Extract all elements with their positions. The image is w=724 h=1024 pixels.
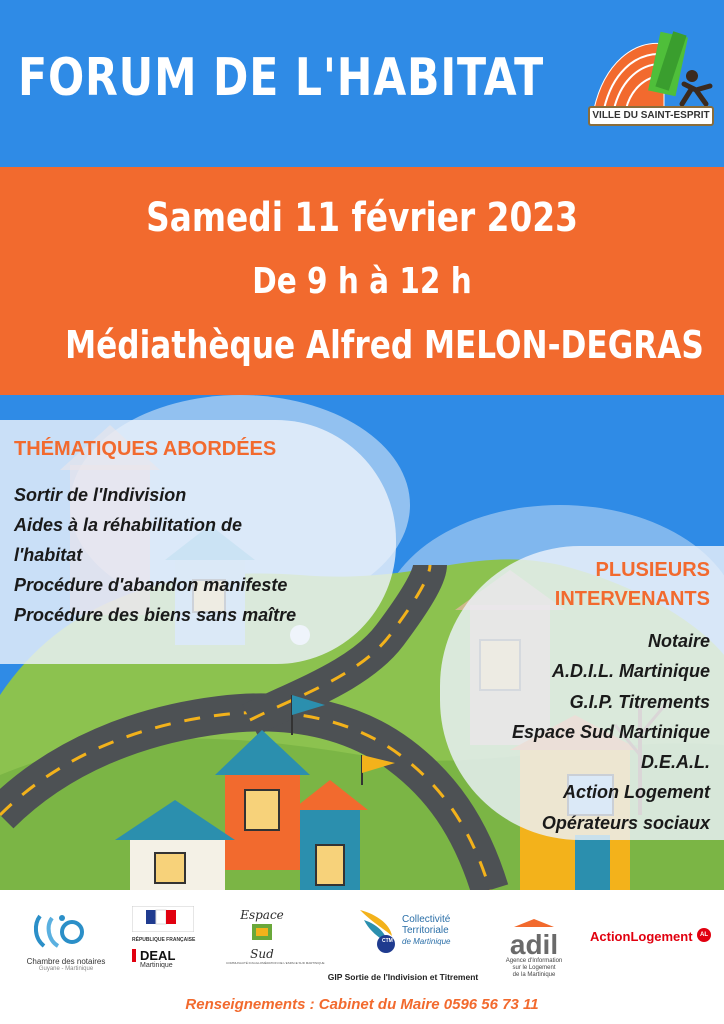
gip-caption: GIP Sortie de l'Indivision et Titrement — [327, 972, 479, 982]
ctm-line3: de Martinique — [402, 937, 451, 946]
espace-sud-line1: Espace — [240, 908, 284, 922]
speaker-item: Espace Sud Martinique — [511, 721, 710, 742]
marianne-icon — [132, 906, 194, 932]
adil-roof-icon — [514, 919, 554, 927]
deal-sub: Martinique — [140, 962, 173, 969]
partner-espace-sud — [226, 908, 325, 965]
theme-item: Procédure d'abandon manifeste — [14, 575, 288, 595]
event-time: De 9 h à 12 h — [252, 261, 472, 302]
speaker-item: Action Logement — [563, 782, 710, 803]
partner-notaires — [26, 912, 106, 972]
speaker-item: D.E.A.L. — [640, 752, 710, 773]
speaker-item: Notaire — [647, 631, 710, 651]
ctm-line1: Collectivité — [402, 914, 451, 925]
theme-item: Sortir de l'Indivision — [14, 485, 187, 505]
notaires-caption-1: Chambre des notaires — [26, 957, 106, 966]
action-logement-badge: AL — [697, 928, 711, 942]
speakers-list — [512, 626, 710, 838]
republique-text: RÉPUBLIQUE FRANÇAISE — [132, 937, 196, 943]
event-place: Médiathèque Alfred MELON-DEGRAS — [65, 323, 704, 367]
deal-name: DEAL — [132, 949, 194, 962]
event-banner — [0, 167, 724, 395]
adil-line2: sur le Logement — [512, 965, 556, 971]
espace-sud-icon — [247, 922, 277, 942]
partner-deal — [132, 906, 194, 969]
event-date: Samedi 11 février 2023 — [146, 195, 578, 241]
speakers-title — [555, 556, 710, 614]
poster-title: FORUM DE L'HABITAT — [18, 48, 545, 108]
speaker-item: Opérateurs sociaux — [541, 812, 710, 833]
adil-line3: de la Martinique — [512, 972, 556, 978]
ctm-hummingbird-icon — [356, 906, 400, 954]
partner-adil — [496, 914, 572, 979]
adil-line1: Agence d'Information — [505, 958, 563, 964]
speakers-title-line2: INTERVENANTS — [554, 588, 710, 610]
theme-item: l'habitat — [14, 545, 83, 565]
themes-title: THÉMATIQUES ABORDÉES — [14, 438, 277, 460]
theme-item: Aides à la réhabilitation de — [14, 515, 243, 535]
city-logo-caption: VILLE DU SAINT-ESPRIT — [588, 106, 714, 126]
theme-item: Procédure des biens sans maître — [14, 605, 297, 625]
speaker-item: G.I.P. Titrements — [569, 691, 710, 712]
action-logement-name: ActionLogement — [590, 929, 693, 944]
ctm-badge: CTM — [382, 938, 393, 944]
themes-list — [14, 480, 296, 630]
ctm-line2: Territoriale — [402, 925, 449, 936]
speakers-title-line1: PLUSIEURS — [595, 559, 710, 581]
espace-sud-line2: Sud — [250, 947, 274, 961]
partner-action-logement — [590, 928, 718, 946]
notaires-caption-2: Guyane - Martinique — [38, 966, 94, 972]
adil-name: adil — [509, 929, 559, 960]
speaker-item: A.D.I.L. Martinique — [551, 661, 710, 682]
notaires-logo-icon — [26, 912, 106, 952]
contact-info: Renseignements : Cabinet du Maire 0596 56 73 11 — [185, 996, 539, 1013]
espace-sud-sub: COMMUNAUTÉ D'AGGLOMÉRATION DE L'ESPACE SUD MARTINIQUE — [226, 961, 325, 965]
